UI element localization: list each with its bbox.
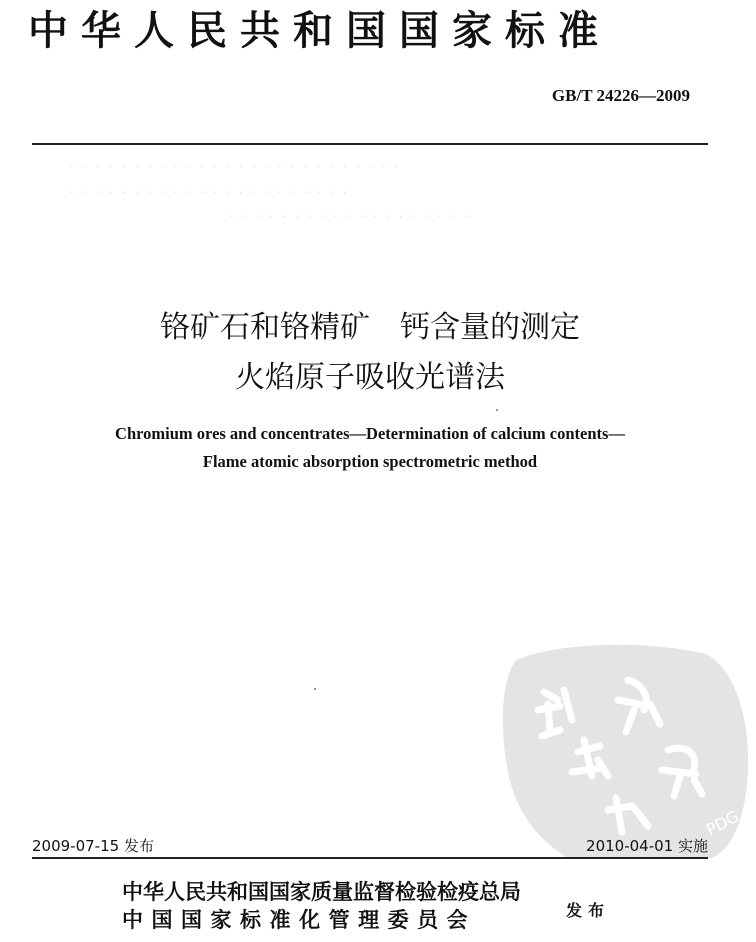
standard-number: GB/T 24226—2009 (551, 86, 690, 105)
issuer-line-1: 中华人民共和国国家质量监督检验检疫总局 (122, 879, 521, 904)
scan-speck (314, 688, 316, 690)
watermark-text: PDG (702, 806, 743, 840)
english-title-line-1: Chromium ores and concentrates—Determination of calcium contents— (115, 424, 625, 443)
scan-speck (496, 409, 498, 411)
document-header-title: 中华人民共和国国家标准 (28, 7, 611, 54)
implementation-date: 2010-04-01 实施 (586, 837, 708, 855)
footer-divider (32, 857, 708, 859)
issuer-line-2: 中 国 国 家 标 准 化 管 理 委 员 会 (122, 907, 469, 932)
publish-label: 发布 (566, 901, 611, 920)
scan-bleed-mark: · · · · · · · · · · · · · · · · · · · (230, 210, 471, 223)
chinese-title-line-2: 火焰原子吸收光谱法 (235, 360, 505, 395)
issue-date: 2009-07-15 发布 (32, 837, 154, 855)
chinese-title-line-1: 铬矿石和铬精矿 钙含量的测定 (160, 310, 580, 345)
scan-bleed-mark: · · · · · · · · · · · · · · · · · · · · · · (70, 186, 350, 199)
header-divider (32, 143, 708, 145)
scan-bleed-mark: · · · · · · · · · · · · · · · · · · · · · · · · · · (70, 160, 402, 173)
watermark-seal-icon (498, 640, 756, 858)
english-title-line-2: Flame atomic absorption spectrometric method (202, 452, 538, 471)
